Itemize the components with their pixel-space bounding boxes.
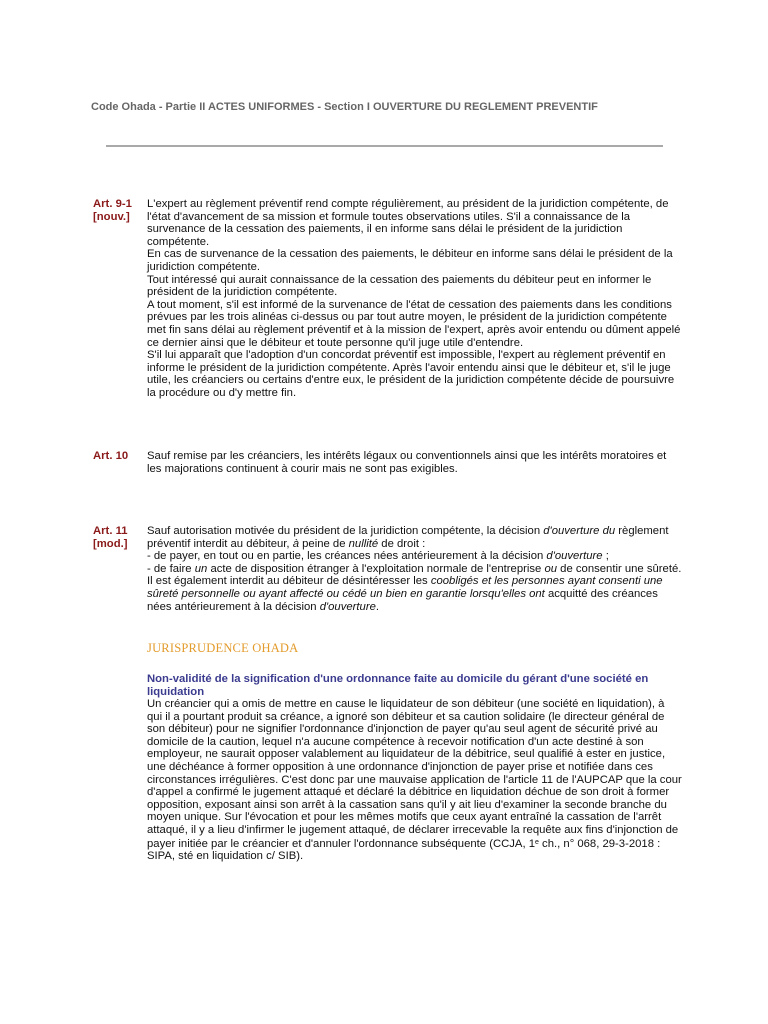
article-number: Art. 11 <box>93 525 128 537</box>
italic-run: nullité <box>348 537 379 550</box>
article-number: Art. 10 <box>93 450 129 462</box>
jurisprudence-subtitle: Non-validité de la signification d'une ordonnance faite au domicile du gérant d'une société en liquidation <box>147 673 649 698</box>
superscript: e <box>535 838 539 846</box>
article-label <box>93 450 143 463</box>
article-body <box>147 525 682 613</box>
italic-run: ou <box>544 562 558 575</box>
text-run: de consentir une sûreté. <box>557 562 682 575</box>
list-item <box>147 550 682 563</box>
paragraph: L'expert au règlement préventif rend compte régulièrement, au président de la juridiction compétente, de l'état d'avancement de sa mission et formule toutes observations utiles. S'il a connaissance de la survenance de la cessation des paiements, il en informe sans délai le président de la juridiction compétente. <box>147 198 669 248</box>
header-divider <box>106 145 663 147</box>
jurisprudence-heading: JURISPRUDENCE OHADA <box>147 641 299 655</box>
text-run: . <box>375 600 380 613</box>
italic-run: d'ouverture du <box>543 525 616 537</box>
italic-run: coobligés et les personnes ayant consenti une sûreté personnelle ou ayant affecté ou cédé un bien en garantie lorsqu'elles ont <box>147 575 663 600</box>
article-number: Art. 9-1 <box>93 198 132 210</box>
text-run: - de faire <box>147 562 195 575</box>
article-tag: [nouv.] <box>93 210 130 223</box>
paragraph: Tout intéressé qui aurait connaissance de la cessation des paiements du débiteur peut en informer le président de la juridiction compétente. <box>147 273 652 299</box>
jurisprudence-body <box>147 698 682 863</box>
text-run: Sauf autorisation motivée du président de la juridiction compétente, la décision <box>147 525 544 537</box>
article-body <box>147 198 682 400</box>
text-run: acte de disposition étranger à l'exploitation normale de l'entreprise <box>207 562 545 575</box>
paragraph: En cas de survenance de la cessation des paiements, le débiteur en informe sans délai le président de la juridiction compétente. <box>147 248 673 273</box>
article-body <box>147 450 682 475</box>
paragraph <box>147 575 682 613</box>
text-run: règlement préventif interdit au débiteur, <box>147 525 669 550</box>
document-header: Code Ohada - Partie II ACTES UNIFORMES - Section I OUVERTURE DU REGLEMENT PREVENTIF <box>91 101 598 113</box>
list-item <box>147 563 682 576</box>
article-tag: [mod.] <box>93 537 128 550</box>
text-run: de droit : <box>378 537 426 550</box>
paragraph: S'il lui apparaît que l'adoption d'un concordat préventif est impossible, l'expert au règlement préventif en informe le président de la juridiction compétente. Après l'avoir entendu ainsi que le débiteur et, s'il le juge utile, les créanciers ou certains d'entre eux, le président de la juridiction compétente décide de poursuivre la procédure ou d'y mettre fin. <box>147 349 675 399</box>
text-run: - de payer, en tout ou en partie, les créances nées antérieurement à la décision <box>147 550 547 563</box>
text-run: ; <box>602 550 609 563</box>
text-run: Un créancier qui a omis de mettre en cause le liquidateur de son débiteur (une société en liquidation), à qui il a pourtant produit sa créance, a ignoré son débiteur et sa caution solidaire (le directeur général de son débiteur) pour ne signifier l'ordonnance d'injonction de payer qu'au seul agent de sécurité privé au domicile de la caution, lequel n'a aucune compétence à recevoir notification d'un acte destiné à son employeur, ne saurait opposer valablement au liquidateur de la débitrice, seul qualifié à ester en justice, une déchéance à former opposition à une ordonnance d'injonction de payer prise et notifiée dans ces circonstances irrégulières. C'est donc par une mauvaise application de l'article 11 de l'AUPCAP que la cour d'appel a confirmé le jugement attaqué et déclaré la débitrice en liquidation déchue de son droit à former opposition, exposant ainsi son arrêt à la cassation sans qu'il y ait lieu d'examiner la seconde branche du moyen unique. Sur l'évocation et pour les mêmes motifs que ceux ayant entraîné la cassation de l'arrêt attaqué, il y a lieu d'infirmer le jugement attaqué, de déclarer irrecevable la requête aux fins d'injonction de payer initiée par le créancier et d'annuler l'ordonnance subséquente (CCJA, 1 <box>147 698 682 850</box>
italic-run: d'ouverture <box>546 550 603 563</box>
italic-run: à <box>292 537 299 550</box>
italic-run: un <box>194 562 208 575</box>
article-label <box>93 525 143 550</box>
text-run: ch., n° 068, 29-3-2018 : SIPA, sté en liquidation c/ SIB). <box>147 837 661 863</box>
text-run: acquitté des créances nées antérieurement à la décision <box>147 587 658 613</box>
text-run: peine de <box>299 537 349 550</box>
paragraph: Sauf remise par les créanciers, les intérêts légaux ou conventionnels ainsi que les intérêts moratoires et les majorations continuent à courir mais ne sont pas exigibles. <box>147 450 667 475</box>
paragraph <box>147 525 682 550</box>
paragraph: A tout moment, s'il est informé de la survenance de l'état de cessation des paiements dans les conditions prévues par les trois alinéas ci-dessus ou par tout autre moyen, le président de la juridiction compétente met fin sans délai au règlement préventif et à la mission de l'expert, après avoir entendu ou dûment appelé ce dernier ainsi que le débiteur et toute personne qu'il juge utile d'entendre. <box>147 298 681 349</box>
article-label <box>93 198 143 223</box>
italic-run: d'ouverture <box>319 600 376 613</box>
text-run: Il est également interdit au débiteur de désintéresser les <box>147 575 431 588</box>
